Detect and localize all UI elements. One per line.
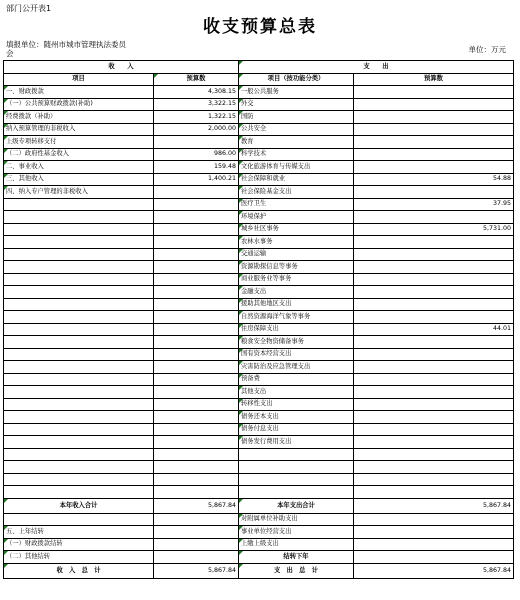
income-item-cell: 一、财政拨款 xyxy=(4,86,154,99)
table-row xyxy=(4,361,514,374)
income-value-cell xyxy=(154,136,239,149)
table-row xyxy=(4,323,514,336)
expense-item-cell: 国有资本经营支出 xyxy=(239,348,354,361)
year-total-row xyxy=(4,498,514,513)
expense-item-cell: 国防 xyxy=(239,111,354,124)
income-item-cell: 二、事业收入 xyxy=(4,161,154,174)
filer-unit: 填报单位：随州市城市管理执法委员会 xyxy=(6,40,126,58)
table-row xyxy=(4,111,514,124)
income-value-cell xyxy=(154,286,239,299)
income-item-header: 项目 xyxy=(4,73,154,86)
income-item-cell xyxy=(4,211,154,224)
empty-row xyxy=(4,486,514,499)
empty-cell xyxy=(354,473,514,486)
income-item-cell xyxy=(4,513,154,526)
table-row xyxy=(4,248,514,261)
expense-item-cell: 外交 xyxy=(239,98,354,111)
income-item-cell xyxy=(4,298,154,311)
expense-value-cell xyxy=(354,411,514,424)
empty-cell xyxy=(4,486,154,499)
income-value-cell: 4,308.15 xyxy=(154,86,239,99)
table-row xyxy=(4,336,514,349)
income-value-cell xyxy=(154,361,239,374)
expense-item-cell: 社会保险基金支出 xyxy=(239,186,354,199)
income-section-header: 收 入 xyxy=(4,61,239,74)
income-item-cell xyxy=(4,386,154,399)
year-expense-total-value: 5,867.84 xyxy=(354,498,514,513)
income-value-cell: 1,322.15 xyxy=(154,111,239,124)
income-item-cell xyxy=(4,273,154,286)
expense-item-cell: 科学技术 xyxy=(239,148,354,161)
table-row xyxy=(4,173,514,186)
expense-value-cell xyxy=(354,261,514,274)
expense-value-cell: 54.88 xyxy=(354,173,514,186)
expense-value-cell xyxy=(354,348,514,361)
table-row xyxy=(4,411,514,424)
expense-value-cell xyxy=(354,236,514,249)
expense-item-cell: 交通运输 xyxy=(239,248,354,261)
expense-item-cell: 粮食安全物资储备事务 xyxy=(239,336,354,349)
expense-item-header: 项目（按功能分类） xyxy=(239,73,354,86)
expense-value-cell xyxy=(354,336,514,349)
expense-value-cell xyxy=(354,111,514,124)
expense-value-cell xyxy=(354,436,514,449)
budget-table xyxy=(3,60,514,579)
income-item-cell: 上级专项转移支付 xyxy=(4,136,154,149)
table-row xyxy=(4,298,514,311)
income-value-cell xyxy=(154,323,239,336)
expense-value-cell xyxy=(354,311,514,324)
income-item-cell: （一）财政拨款结转 xyxy=(4,538,154,551)
income-value-cell xyxy=(154,398,239,411)
expense-section-header: 支 出 xyxy=(239,61,514,74)
expense-value-cell xyxy=(354,161,514,174)
year-income-total-label: 本年收入合计 xyxy=(4,498,154,513)
expense-item-cell: 结转下年 xyxy=(239,551,354,564)
income-value-cell xyxy=(154,386,239,399)
page-label: 部门公开表1 xyxy=(6,4,52,13)
table-row xyxy=(4,198,514,211)
expense-value-cell xyxy=(354,551,514,564)
empty-cell xyxy=(4,461,154,474)
expense-value-cell xyxy=(354,248,514,261)
table-row xyxy=(4,398,514,411)
income-value-cell xyxy=(154,211,239,224)
table-row xyxy=(4,86,514,99)
income-item-cell xyxy=(4,336,154,349)
grand-total-row xyxy=(4,563,514,578)
expense-item-cell: 转移性支出 xyxy=(239,398,354,411)
expense-item-cell: 金融支出 xyxy=(239,286,354,299)
empty-cell xyxy=(154,486,239,499)
income-item-cell xyxy=(4,248,154,261)
expense-value-cell xyxy=(354,148,514,161)
expense-item-cell: 一般公共服务 xyxy=(239,86,354,99)
expense-value-cell xyxy=(354,423,514,436)
income-value-cell xyxy=(154,248,239,261)
income-value-cell: 3,322.15 xyxy=(154,98,239,111)
income-item-cell: 纳入预算管理的非税收入 xyxy=(4,123,154,136)
expense-value-cell xyxy=(354,373,514,386)
income-value-cell: 1,400.21 xyxy=(154,173,239,186)
expense-value-cell xyxy=(354,123,514,136)
income-value-cell xyxy=(154,373,239,386)
expense-item-cell: 农林水事务 xyxy=(239,236,354,249)
expense-value-cell xyxy=(354,386,514,399)
table-row xyxy=(4,386,514,399)
expense-item-cell: 灾害防治及应急管理支出 xyxy=(239,361,354,374)
table-row xyxy=(4,526,514,539)
empty-cell xyxy=(154,448,239,461)
expense-item-cell: 对附属单位补助支出 xyxy=(239,513,354,526)
expense-item-cell: 事业单位经营支出 xyxy=(239,526,354,539)
table-row xyxy=(4,286,514,299)
expense-value-cell: 37.95 xyxy=(354,198,514,211)
table-row xyxy=(4,436,514,449)
income-item-cell xyxy=(4,373,154,386)
expense-item-cell: 上缴上级支出 xyxy=(239,538,354,551)
expense-value-cell: 5,731.00 xyxy=(354,223,514,236)
page-title: 收支预算总表 xyxy=(203,17,317,37)
income-item-cell xyxy=(4,198,154,211)
income-item-cell xyxy=(4,236,154,249)
expense-value-cell xyxy=(354,298,514,311)
income-item-cell xyxy=(4,423,154,436)
table-row xyxy=(4,223,514,236)
expense-item-cell: 援助其他地区支出 xyxy=(239,298,354,311)
empty-row xyxy=(4,448,514,461)
income-value-cell xyxy=(154,261,239,274)
expense-value-cell xyxy=(354,398,514,411)
table-row xyxy=(4,261,514,274)
empty-cell xyxy=(154,461,239,474)
income-value-cell xyxy=(154,336,239,349)
income-value-cell xyxy=(154,223,239,236)
income-value-cell xyxy=(154,198,239,211)
income-item-cell: 三、其他收入 xyxy=(4,173,154,186)
year-income-total-value: 5,867.84 xyxy=(154,498,239,513)
table-row xyxy=(4,161,514,174)
table-row xyxy=(4,538,514,551)
income-item-cell: 经费拨款（补助） xyxy=(4,111,154,124)
empty-row xyxy=(4,473,514,486)
table-row xyxy=(4,186,514,199)
income-value-cell xyxy=(154,551,239,564)
income-value-cell xyxy=(154,411,239,424)
grand-expense-value: 5,867.84 xyxy=(354,563,514,578)
expense-item-cell: 债务还本支出 xyxy=(239,411,354,424)
table-row xyxy=(4,98,514,111)
income-item-cell: 四、纳入专户管理的非税收入 xyxy=(4,186,154,199)
expense-item-cell: 资源勘探信息等事务 xyxy=(239,261,354,274)
income-item-cell xyxy=(4,261,154,274)
empty-cell xyxy=(4,448,154,461)
expense-item-cell: 公共安全 xyxy=(239,123,354,136)
table-row xyxy=(4,123,514,136)
expense-value-cell xyxy=(354,136,514,149)
income-item-cell xyxy=(4,311,154,324)
table-row xyxy=(4,136,514,149)
income-value-cell xyxy=(154,236,239,249)
expense-item-cell: 住房保障支出 xyxy=(239,323,354,336)
income-item-cell xyxy=(4,323,154,336)
empty-cell xyxy=(354,461,514,474)
income-budget-header: 预算数 xyxy=(154,73,239,86)
income-value-cell xyxy=(154,273,239,286)
income-value-cell xyxy=(154,436,239,449)
empty-cell xyxy=(354,486,514,499)
income-item-cell: （二）政府性基金收入 xyxy=(4,148,154,161)
expense-value-cell xyxy=(354,273,514,286)
income-item-cell: （一）公共预算财政拨款(补助) xyxy=(4,98,154,111)
expense-item-cell: 教育 xyxy=(239,136,354,149)
expense-value-cell xyxy=(354,211,514,224)
income-value-cell xyxy=(154,298,239,311)
expense-item-cell: 商业服务业等事务 xyxy=(239,273,354,286)
expense-value-cell xyxy=(354,361,514,374)
grand-income-label: 收 入 总 计 xyxy=(4,563,154,578)
empty-cell xyxy=(154,473,239,486)
empty-cell xyxy=(4,473,154,486)
expense-value-cell xyxy=(354,286,514,299)
income-value-cell xyxy=(154,538,239,551)
table-row xyxy=(4,551,514,564)
income-item-cell xyxy=(4,398,154,411)
expense-value-cell xyxy=(354,86,514,99)
income-item-cell xyxy=(4,223,154,236)
year-expense-total-label: 本年支出合计 xyxy=(239,498,354,513)
expense-item-cell: 社会保障和就业 xyxy=(239,173,354,186)
empty-cell xyxy=(239,473,354,486)
expense-item-cell: 文化旅游体育与传媒支出 xyxy=(239,161,354,174)
table-row xyxy=(4,423,514,436)
empty-row xyxy=(4,461,514,474)
expense-item-cell: 债务发行费用支出 xyxy=(239,436,354,449)
expense-budget-header: 预算数 xyxy=(354,73,514,86)
table-row xyxy=(4,311,514,324)
expense-item-cell: 自然资源海洋气象等事务 xyxy=(239,311,354,324)
income-value-cell: 2,000.00 xyxy=(154,123,239,136)
empty-cell xyxy=(239,461,354,474)
income-value-cell: 986.00 xyxy=(154,148,239,161)
table-row xyxy=(4,211,514,224)
income-item-cell xyxy=(4,286,154,299)
table-row xyxy=(4,273,514,286)
grand-income-value: 5,867.84 xyxy=(154,563,239,578)
currency-unit: 单位：万元 xyxy=(468,45,506,54)
income-value-cell xyxy=(154,348,239,361)
income-item-cell: 五、上年结转 xyxy=(4,526,154,539)
income-item-cell xyxy=(4,411,154,424)
expense-value-cell xyxy=(354,186,514,199)
income-value-cell xyxy=(154,186,239,199)
expense-value-cell xyxy=(354,98,514,111)
expense-value-cell: 44.01 xyxy=(354,323,514,336)
income-item-cell: （二）其他结转 xyxy=(4,551,154,564)
expense-item-cell: 城乡社区事务 xyxy=(239,223,354,236)
income-value-cell xyxy=(154,311,239,324)
income-item-cell xyxy=(4,348,154,361)
table-row xyxy=(4,236,514,249)
income-value-cell xyxy=(154,526,239,539)
table-row xyxy=(4,373,514,386)
table-row xyxy=(4,513,514,526)
income-item-cell xyxy=(4,361,154,374)
expense-item-cell: 预备费 xyxy=(239,373,354,386)
expense-item-cell: 环境保护 xyxy=(239,211,354,224)
income-value-cell xyxy=(154,423,239,436)
expense-item-cell: 其他支出 xyxy=(239,386,354,399)
empty-cell xyxy=(239,486,354,499)
table-row xyxy=(4,148,514,161)
income-value-cell: 159.48 xyxy=(154,161,239,174)
table-row xyxy=(4,348,514,361)
grand-expense-label: 支 出 总 计 xyxy=(239,563,354,578)
expense-value-cell xyxy=(354,538,514,551)
empty-cell xyxy=(354,448,514,461)
expense-item-cell: 债务付息支出 xyxy=(239,423,354,436)
empty-cell xyxy=(239,448,354,461)
expense-item-cell: 医疗卫生 xyxy=(239,198,354,211)
income-item-cell xyxy=(4,436,154,449)
expense-value-cell xyxy=(354,513,514,526)
expense-value-cell xyxy=(354,526,514,539)
income-value-cell xyxy=(154,513,239,526)
